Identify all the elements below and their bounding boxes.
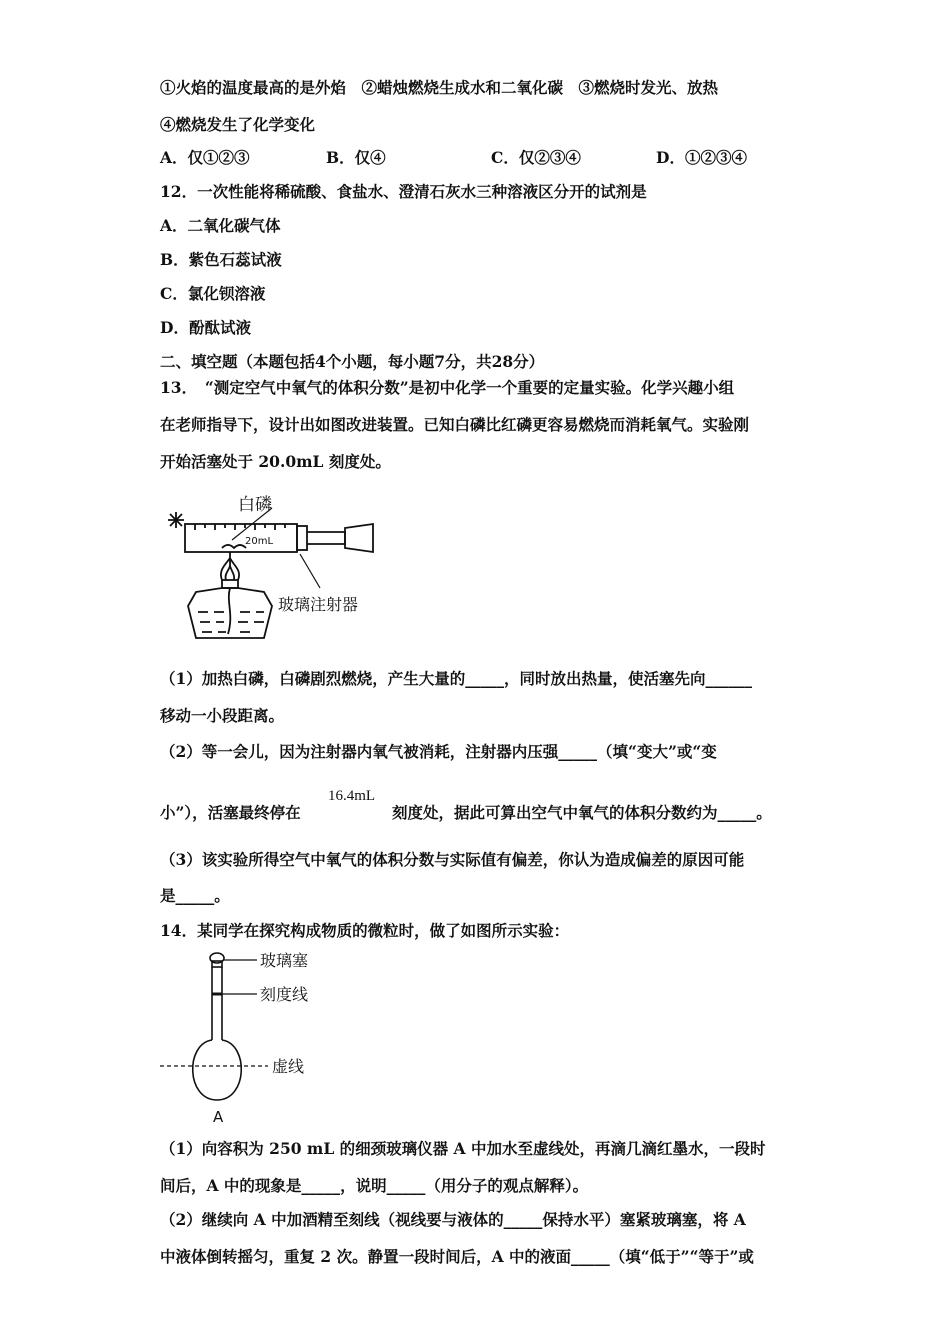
q14-part1-line2: 间后，A 中的现象是_____，说明_____（用分子的观点解释）。 — [160, 1176, 589, 1195]
label-dashed-line: 虚线 — [272, 1057, 305, 1076]
label-glass-stopper: 玻璃塞 — [260, 951, 309, 970]
q12-stem: 12．一次性能将稀硫酸、食盐水、澄清石灰水三种溶液区分开的试剂是 — [160, 182, 647, 201]
q14-part2-line2: 中液体倒转摇匀，重复 2 次。静置一段时间后，A 中的液面_____（填“低于”“等于”或 — [160, 1247, 754, 1266]
label-glass-syringe: 玻璃注射器 — [278, 595, 359, 614]
label-20ml-scale: 20mL — [245, 536, 274, 547]
q13-stem-line1: 13． “测定空气中氧气的体积分数”是初中化学一个重要的定量实验。化学兴趣小组 — [160, 378, 735, 397]
q11-option-a: A．仅①②③ — [160, 148, 250, 167]
q13-stem-line2: 在老师指导下，设计出如图改进装置。已知白磷比红磷更容易燃烧而消耗氧气。实验刚 — [160, 415, 750, 434]
q11-option-b: B．仅④ — [326, 148, 386, 167]
q12-option-c: C．氯化钡溶液 — [160, 284, 266, 303]
section-heading: 二、填空题（本题包括4个小题，每小题7分，共28分） — [160, 352, 545, 371]
q11-option-c: C．仅②③④ — [491, 148, 581, 167]
q11-option-d: D．①②③④ — [656, 148, 747, 167]
q14-part1-line1: （1）向容积为 250 mL 的细颈玻璃仪器 A 中加水至虚线处，再滴几滴红墨水，一段时 — [160, 1139, 766, 1158]
label-phosphorus: 白磷 — [238, 495, 272, 515]
q13-part1-line1: （1）加热白磷，白磷剧烈燃烧，产生大量的_____，同时放出热量，使活塞先向______ — [160, 669, 753, 688]
q13-part2-line1: （2）等一会儿，因为注射器内氧气被消耗，注射器内压强_____（填“变大”或“变 — [160, 742, 717, 761]
q14-part2-line1: （2）继续向 A 中加酒精至刻线（视线要与液体的_____保持水平）塞紧玻璃塞，将 A — [160, 1210, 746, 1229]
q13-piston-value: 16.4mL — [328, 788, 376, 804]
q12-option-b: B．紫色石蕊试液 — [160, 250, 282, 269]
q13-part2-line2a: 小”），活塞最终停在 — [160, 803, 301, 822]
syringe-apparatus-figure — [160, 488, 390, 648]
q13-stem-line3: 开始活塞处于 20.0mL 刻度处。 — [160, 452, 391, 471]
q13-part3-line1: （3）该实验所得空气中氧气的体积分数与实际值有偏差，你认为造成偏差的原因可能 — [160, 850, 745, 869]
q13-part1-line2: 移动一小段距离。 — [160, 706, 285, 725]
q12-option-d: D．酚酞试液 — [160, 318, 251, 337]
q11-statements-line2: ④燃烧发生了化学变化 — [160, 115, 316, 134]
volumetric-flask-figure — [160, 950, 330, 1128]
q14-stem: 14．某同学在探究构成物质的微粒时，做了如图所示实验： — [160, 921, 570, 940]
q11-statements-line1: ①火焰的温度最高的是外焰 ②蜡烛燃烧生成水和二氧化碳 ③燃烧时发光、放热 — [160, 78, 719, 97]
q13-part2-line2b: 刻度处，据此可算出空气中氧气的体积分数约为_____。 — [392, 803, 772, 822]
label-flask-a: A — [213, 1108, 224, 1126]
q13-part3-line2: 是_____。 — [160, 886, 230, 905]
q12-option-a: A．二氧化碳气体 — [160, 216, 281, 235]
label-graduation-line: 刻度线 — [260, 985, 309, 1004]
